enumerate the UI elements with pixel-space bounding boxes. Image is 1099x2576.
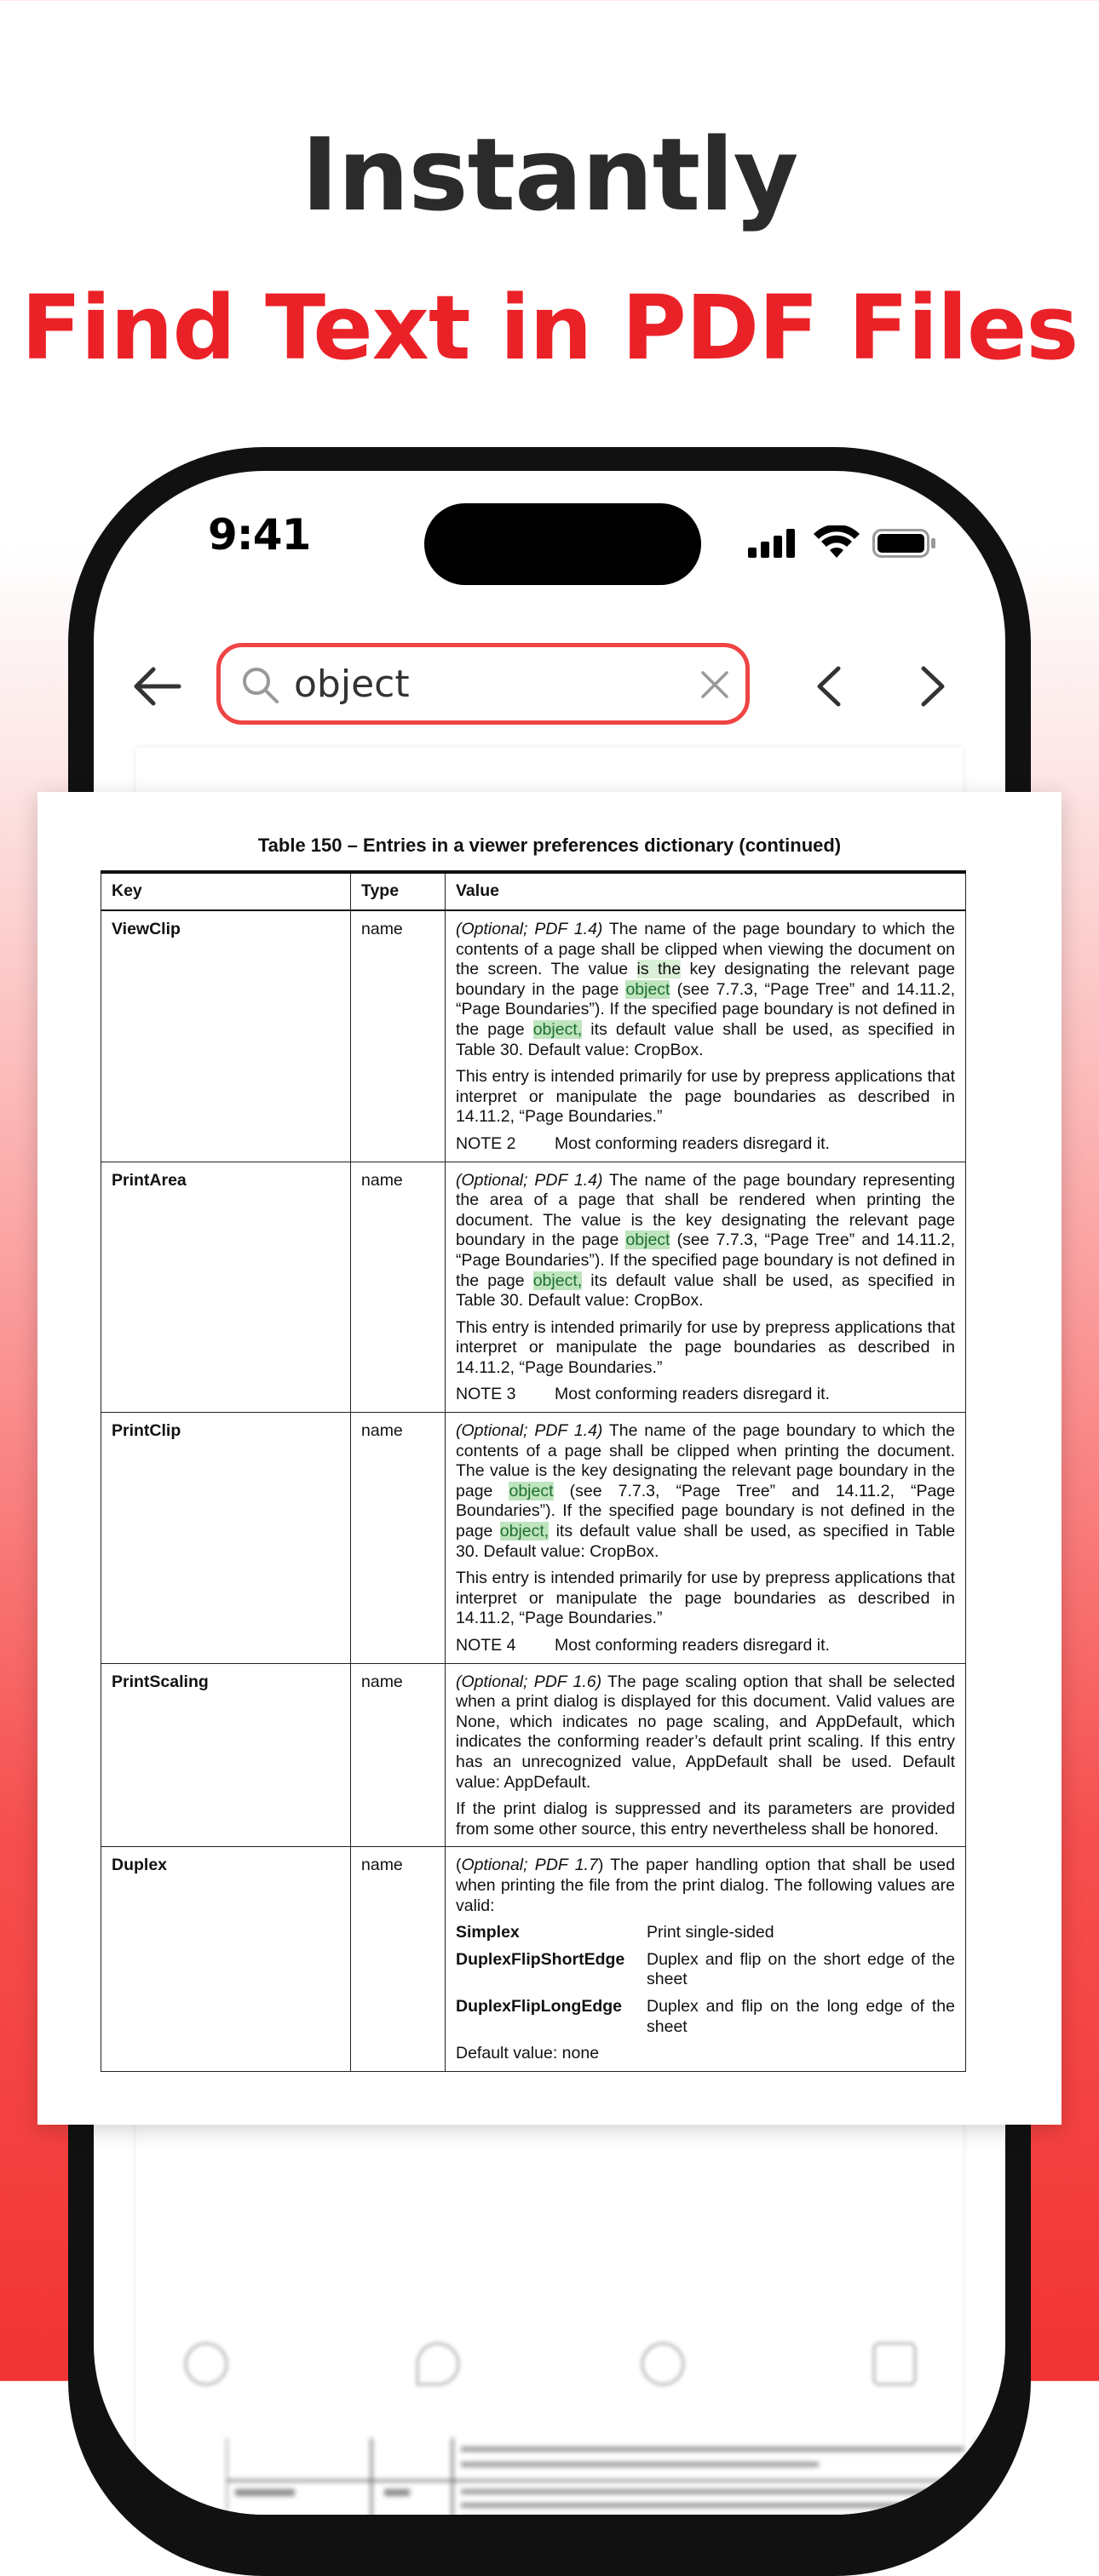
search-match[interactable]: object bbox=[509, 1481, 554, 1500]
note: NOTE 2 Most conforming readers disregard it. bbox=[456, 1133, 830, 1153]
wifi-icon bbox=[813, 525, 860, 559]
column-header-type: Type bbox=[351, 872, 446, 910]
clear-icon[interactable] bbox=[698, 668, 732, 702]
value-paragraph: (Optional; PDF 1.4) The name of the page boundary to which the contents of a page shall be clipped when printing the document. The value is the key designating the relevant page boundary in the page object (see 7.7.3, “Page Tree” and 14.11.2, “Page Boundaries”). If the specified page boundary is not defined in the page object, its default value shall be used, as specified in Table 30. Default value: CropBox. bbox=[456, 1421, 955, 1561]
pdf-page-card bbox=[37, 792, 1062, 2125]
search-match[interactable]: object, bbox=[499, 1522, 550, 1541]
dynamic-island bbox=[424, 503, 701, 585]
row-key: Duplex bbox=[101, 1847, 351, 2071]
cellular-signal-icon bbox=[748, 529, 796, 558]
search-icon bbox=[239, 664, 280, 705]
row-value bbox=[446, 1663, 966, 1847]
definition-item: DuplexFlipLongEdge Duplex and flip on the long edge of the sheet bbox=[456, 1996, 955, 2036]
row-value bbox=[446, 1162, 966, 1413]
column-header-key: Key bbox=[101, 872, 351, 910]
search-match[interactable]: object, bbox=[532, 1019, 583, 1039]
search-match[interactable]: object, bbox=[532, 1271, 583, 1290]
row-type: name bbox=[351, 1162, 446, 1413]
status-time: 9:41 bbox=[208, 510, 311, 559]
search-input[interactable] bbox=[216, 643, 750, 725]
toolbar-icon-2[interactable] bbox=[416, 2342, 460, 2386]
row-value bbox=[446, 1413, 966, 1664]
table-row bbox=[101, 910, 966, 1162]
value-paragraph: (Optional; PDF 1.4) The name of the page boundary representing the area of a page that shall be rendered when printing the document. The value is the key designating the relevant page boundary in the page object (see 7.7.3, “Page Tree” and 14.11.2, “Page Boundaries”). If the specified page boundary is not defined in the page object, its default value shall be used, as specified in Table 30. Default value: CropBox. bbox=[456, 1170, 955, 1311]
table-row bbox=[101, 1162, 966, 1413]
row-type: name bbox=[351, 1663, 446, 1847]
row-value bbox=[446, 1847, 966, 2071]
next-result-icon[interactable] bbox=[908, 657, 959, 716]
headline-line1: Instantly bbox=[301, 116, 798, 233]
table-row bbox=[101, 1663, 966, 1847]
toolbar-icon-1[interactable] bbox=[184, 2342, 228, 2386]
table-row bbox=[101, 1413, 966, 1664]
row-value bbox=[446, 910, 966, 1162]
row-type: name bbox=[351, 1847, 446, 2071]
column-header-value: Value bbox=[446, 872, 966, 910]
table-row bbox=[101, 1847, 966, 2071]
row-key: PrintScaling bbox=[101, 1663, 351, 1847]
definition-item: Simplex Print single-sided bbox=[456, 1923, 774, 1942]
value-paragraph: This entry is intended primarily for use by prepress applications that interpret or manipulate the page boundaries as described in 14.11.2, “Page Boundaries.” bbox=[456, 1067, 955, 1127]
toolbar-icon-3[interactable] bbox=[641, 2342, 685, 2386]
definition-item: DuplexFlipShortEdge Duplex and flip on the short edge of the sheet bbox=[456, 1949, 955, 1989]
entries-table bbox=[101, 870, 966, 2072]
value-paragraph: (Optional; PDF 1.7) The paper handling option that shall be used when printing the file from the print dialog. The following values are valid: bbox=[456, 1856, 955, 1915]
previous-result-icon[interactable] bbox=[803, 657, 854, 716]
table-title: Table 150 – Entries in a viewer preferences dictionary (continued) bbox=[257, 835, 842, 856]
toolbar-icon-4[interactable] bbox=[872, 2342, 917, 2386]
row-type: name bbox=[351, 1413, 446, 1664]
row-key: PrintClip bbox=[101, 1413, 351, 1664]
row-type: name bbox=[351, 910, 446, 1162]
value-paragraph: If the print dialog is suppressed and its parameters are provided from some other source, this entry nevertheless shall be honored. bbox=[456, 1799, 955, 1839]
back-arrow-icon[interactable] bbox=[128, 657, 187, 716]
search-match[interactable]: object bbox=[625, 1231, 670, 1250]
battery-icon bbox=[872, 529, 937, 558]
default-value: Default value: none bbox=[456, 2044, 600, 2063]
value-paragraph: This entry is intended primarily for use by prepress applications that interpret or manipulate the page boundaries as described in 14.11.2, “Page Boundaries.” bbox=[456, 1317, 955, 1377]
note: NOTE 4 Most conforming readers disregard it. bbox=[456, 1636, 830, 1655]
headline-line2: Find Text in PDF Files bbox=[20, 276, 1079, 380]
row-key: ViewClip bbox=[101, 910, 351, 1162]
table-header-row bbox=[101, 872, 966, 910]
note: NOTE 3 Most conforming readers disregard it. bbox=[456, 1385, 830, 1404]
row-key: PrintArea bbox=[101, 1162, 351, 1413]
value-paragraph: (Optional; PDF 1.4) The name of the page boundary to which the contents of a page shall be clipped when viewing the document on the screen. The value is the key designating the relevant page boundary in the page object (see 7.7.3, “Page Tree” and 14.11.2, “Page Boundaries”). If the specified page boundary is not defined in the page object, its default value shall be used, as specified in Table 30. Default value: CropBox. bbox=[456, 920, 956, 1059]
blurred-page-content bbox=[227, 2438, 976, 2515]
value-paragraph: (Optional; PDF 1.6) The page scaling option that shall be selected when a print dialog is displayed for this document. Valid values are None, which indicates no page scaling, and AppDefault, which indicates the conforming reader’s default print scaling. If this entry has an unrecognized value, AppDefault shall be used. Default value: AppDefault. bbox=[456, 1672, 955, 1792]
search-match[interactable]: object bbox=[625, 979, 670, 999]
search-query[interactable]: object bbox=[294, 663, 410, 706]
value-paragraph: This entry is intended primarily for use by prepress applications that interpret or manipulate the page boundaries as described in 14.11.2, “Page Boundaries.” bbox=[456, 1569, 955, 1628]
